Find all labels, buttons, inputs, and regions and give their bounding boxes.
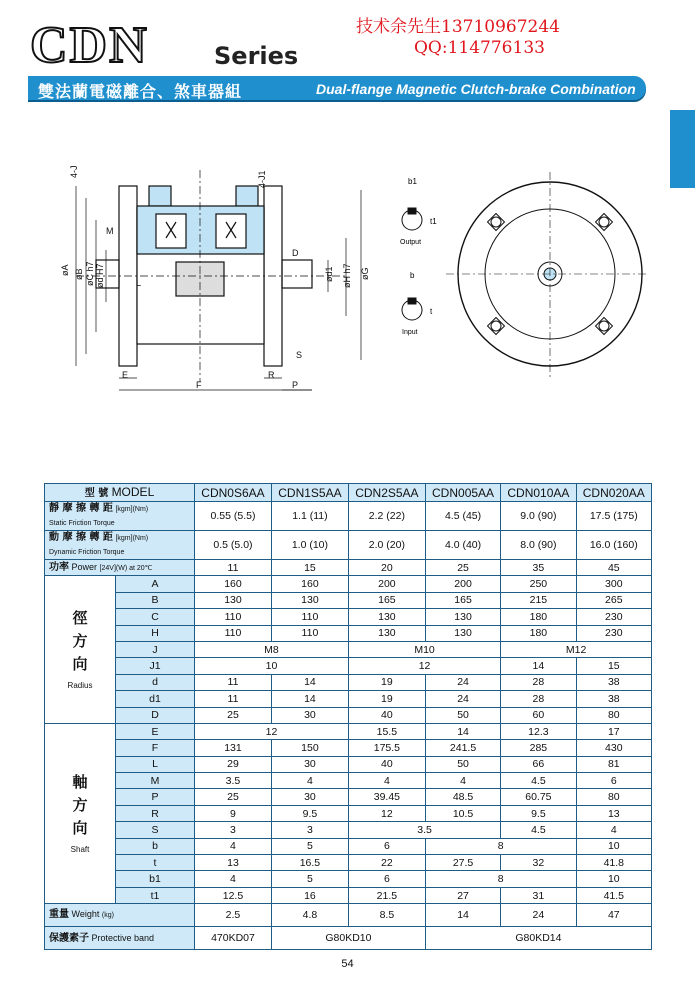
cell: 4 xyxy=(576,822,651,838)
cell: 3.5 xyxy=(195,773,272,789)
cell: 6 xyxy=(348,838,425,854)
cell: 10 xyxy=(576,871,651,887)
cell: 40 xyxy=(348,756,425,772)
dim-label-P: P xyxy=(292,380,299,390)
front-view xyxy=(446,172,646,378)
cell: 12.3 xyxy=(501,723,576,739)
cell: 110 xyxy=(195,625,272,641)
cell: 130 xyxy=(425,625,500,641)
row-key-L: L xyxy=(116,756,195,772)
cell: 4.5 (45) xyxy=(425,502,500,531)
cell: 430 xyxy=(576,740,651,756)
cell: 11 xyxy=(195,560,272,576)
row-key-S: S xyxy=(116,822,195,838)
side-view xyxy=(76,170,346,382)
cell: 15 xyxy=(271,560,348,576)
cell: 10.5 xyxy=(425,805,500,821)
cell: 38 xyxy=(576,674,651,690)
cell: 2.0 (20) xyxy=(348,531,425,560)
row-key-t1: t1 xyxy=(116,887,195,903)
cell: 8 xyxy=(425,871,576,887)
cell: 31 xyxy=(501,887,576,903)
cell: 27 xyxy=(425,887,500,903)
cell: 215 xyxy=(501,592,576,608)
dim-label-L: L xyxy=(136,278,142,288)
power-label: 功率 Power [24V](W) at 20℃ xyxy=(45,560,195,576)
row-key-b1: b1 xyxy=(116,871,195,887)
cell: 6 xyxy=(576,773,651,789)
cell: 4.0 (40) xyxy=(425,531,500,560)
cell: 12 xyxy=(195,723,349,739)
cell: 130 xyxy=(425,609,500,625)
dim-label-S: S xyxy=(296,350,303,360)
model-col-4: CDN005AA xyxy=(425,484,500,502)
cell: 200 xyxy=(348,576,425,592)
cell: 80 xyxy=(576,789,651,805)
cell: 2.2 (22) xyxy=(348,502,425,531)
cell: 30 xyxy=(271,756,348,772)
cell: 3 xyxy=(271,822,348,838)
cell: 110 xyxy=(271,609,348,625)
shaft-group: 軸 方 向 Shaft xyxy=(45,723,116,903)
cell: 14 xyxy=(271,691,348,707)
row-key-F: F xyxy=(116,740,195,756)
cell: 165 xyxy=(348,592,425,608)
cell: 4 xyxy=(348,773,425,789)
cell: 180 xyxy=(501,625,576,641)
cell: 9.5 xyxy=(271,805,348,821)
cell: 11 xyxy=(195,674,272,690)
spec-table xyxy=(44,483,652,950)
cell: 17.5 (175) xyxy=(576,502,651,531)
dim-label-d: ød H7 xyxy=(95,263,105,288)
cell: 50 xyxy=(425,707,500,723)
row-key-t: t xyxy=(116,855,195,871)
page-number: 54 xyxy=(341,958,354,970)
cell: 14 xyxy=(271,674,348,690)
banner-title-zh: 雙法蘭電磁離合、煞車器組 xyxy=(38,82,243,101)
cell: 3.5 xyxy=(348,822,500,838)
cell: 4 xyxy=(195,871,272,887)
cell: 0.5 (5.0) xyxy=(195,531,272,560)
cell: 12 xyxy=(348,658,500,674)
cell: 4.5 xyxy=(501,773,576,789)
cell: 6 xyxy=(348,871,425,887)
cell: 165 xyxy=(425,592,500,608)
cell: 5 xyxy=(271,838,348,854)
dim-label-b: b xyxy=(410,271,415,280)
cell: 130 xyxy=(348,625,425,641)
cell: 14 xyxy=(501,658,576,674)
cell: 60.75 xyxy=(501,789,576,805)
row-key-d1: d1 xyxy=(116,691,195,707)
cell: 15.5 xyxy=(348,723,425,739)
cell: 13 xyxy=(195,855,272,871)
cell: 8.5 xyxy=(348,904,425,927)
dim-label-A: øA xyxy=(60,264,70,276)
cell: 27.5 xyxy=(425,855,500,871)
radius-group: 徑 方 向 Radius xyxy=(45,576,116,724)
row-key-J: J xyxy=(116,641,195,657)
cell: 47 xyxy=(576,904,651,927)
cell: 21.5 xyxy=(348,887,425,903)
row-key-E: E xyxy=(116,723,195,739)
cell: 28 xyxy=(501,691,576,707)
model-col-6: CDN020AA xyxy=(576,484,651,502)
cell: 14 xyxy=(425,904,500,927)
cell: 25 xyxy=(195,707,272,723)
cell: 60 xyxy=(501,707,576,723)
row-key-b: b xyxy=(116,838,195,854)
cell: 241.5 xyxy=(425,740,500,756)
dim-label-F: F xyxy=(196,380,202,390)
row-key-D: D xyxy=(116,707,195,723)
cell: 230 xyxy=(576,609,651,625)
cell: 9 xyxy=(195,805,272,821)
cell: 66 xyxy=(501,756,576,772)
cell: 19 xyxy=(348,674,425,690)
cell: 80 xyxy=(576,707,651,723)
cell: M12 xyxy=(501,641,652,657)
cell: 110 xyxy=(271,625,348,641)
cell: 28 xyxy=(501,674,576,690)
cell: 4 xyxy=(271,773,348,789)
cell: 3 xyxy=(195,822,272,838)
cell: 29 xyxy=(195,756,272,772)
cell: 150 xyxy=(271,740,348,756)
cell: 4.8 xyxy=(271,904,348,927)
dim-label-4J: 4-J xyxy=(69,165,79,178)
cell: 38 xyxy=(576,691,651,707)
cell: 4 xyxy=(425,773,500,789)
row-key-d: d xyxy=(116,674,195,690)
cell: 9.5 xyxy=(501,805,576,821)
static-torque-label: 靜 摩 擦 轉 距 [kgm](Nm) Static Friction Torque xyxy=(45,502,195,531)
cell: 10 xyxy=(195,658,349,674)
cell: 39.45 xyxy=(348,789,425,805)
cell: 25 xyxy=(195,789,272,805)
cell: 110 xyxy=(195,609,272,625)
model-col-3: CDN2S5AA xyxy=(348,484,425,502)
row-key-H: H xyxy=(116,625,195,641)
cell: 19 xyxy=(348,691,425,707)
dim-label-b1: b1 xyxy=(408,177,417,186)
cell: 10 xyxy=(576,838,651,854)
cell: 4.5 xyxy=(501,822,576,838)
cell: 16 xyxy=(271,887,348,903)
cell: 25 xyxy=(425,560,500,576)
row-key-A: A xyxy=(116,576,195,592)
cell: 16.0 (160) xyxy=(576,531,651,560)
output-label: Output xyxy=(400,239,422,246)
cell: 17 xyxy=(576,723,651,739)
cell: 12 xyxy=(348,805,425,821)
dim-label-B: øB xyxy=(74,268,84,280)
cell: 4 xyxy=(195,838,272,854)
cell: 20 xyxy=(348,560,425,576)
cell: 180 xyxy=(501,609,576,625)
cell: 15 xyxy=(576,658,651,674)
dim-label-G: øG xyxy=(360,267,370,280)
side-tab xyxy=(670,110,695,188)
cell: 285 xyxy=(501,740,576,756)
dim-label-H: øH h7 xyxy=(342,263,352,288)
dim-label-M: M xyxy=(106,226,114,236)
cell: 22 xyxy=(348,855,425,871)
series-label: Series xyxy=(214,42,299,70)
cell: 12.5 xyxy=(195,887,272,903)
model-header: 型 號 MODEL xyxy=(45,484,195,502)
cell: 40 xyxy=(348,707,425,723)
contact-qq: QQ:114776133 xyxy=(414,38,545,58)
cell: 35 xyxy=(501,560,576,576)
cell: 13 xyxy=(576,805,651,821)
cell: 250 xyxy=(501,576,576,592)
cell: 32 xyxy=(501,855,576,871)
cell: 130 xyxy=(195,592,272,608)
dim-label-d1: ød1 xyxy=(324,266,334,282)
cell: 24 xyxy=(501,904,576,927)
cell: 200 xyxy=(425,576,500,592)
weight-label: 重量 Weight (kg) xyxy=(45,904,195,927)
row-key-C: C xyxy=(116,609,195,625)
cell: 50 xyxy=(425,756,500,772)
cell: M10 xyxy=(348,641,500,657)
dim-label-D: D xyxy=(292,248,299,258)
band-label: 保護素子 Protective band xyxy=(45,927,195,950)
cell: 1.1 (11) xyxy=(271,502,348,531)
row-key-R: R xyxy=(116,805,195,821)
dim-label-4J1: 4-J1 xyxy=(257,170,267,188)
cell: 16.5 xyxy=(271,855,348,871)
dim-label-t: t xyxy=(430,307,433,316)
model-col-2: CDN1S5AA xyxy=(271,484,348,502)
dim-label-R: R xyxy=(268,370,275,380)
cell: 41.8 xyxy=(576,855,651,871)
model-col-5: CDN010AA xyxy=(501,484,576,502)
cell: 265 xyxy=(576,592,651,608)
cell: 24 xyxy=(425,691,500,707)
cell: G80KD10 xyxy=(271,927,425,950)
cell: 30 xyxy=(271,789,348,805)
cell: 24 xyxy=(425,674,500,690)
cell: 1.0 (10) xyxy=(271,531,348,560)
cell: 300 xyxy=(576,576,651,592)
dim-label-C: øC h7 xyxy=(85,261,95,286)
cell: M8 xyxy=(195,641,349,657)
cell: 160 xyxy=(195,576,272,592)
cell: 230 xyxy=(576,625,651,641)
cell: 9.0 (90) xyxy=(501,502,576,531)
dim-label-t1: t1 xyxy=(430,217,437,226)
cell: 5 xyxy=(271,871,348,887)
row-key-P: P xyxy=(116,789,195,805)
input-label: Input xyxy=(402,329,418,336)
contact-phone: 技术余先生13710967244 xyxy=(356,17,560,37)
cell: 30 xyxy=(271,707,348,723)
cell: 0.55 (5.5) xyxy=(195,502,272,531)
technical-drawing xyxy=(56,150,646,405)
cell: 11 xyxy=(195,691,272,707)
row-key-J1: J1 xyxy=(116,658,195,674)
cell: 2.5 xyxy=(195,904,272,927)
cell: 14 xyxy=(425,723,500,739)
row-key-B: B xyxy=(116,592,195,608)
cell: 130 xyxy=(271,592,348,608)
cell: 470KD07 xyxy=(195,927,272,950)
cell: 160 xyxy=(271,576,348,592)
dynamic-torque-label: 動 摩 擦 轉 距 [kgm](Nm) Dynamic Friction Torque xyxy=(45,531,195,560)
banner-title-en: Dual-flange Magnetic Clutch-brake Combination xyxy=(316,81,636,97)
cell: 8 xyxy=(425,838,576,854)
cell: 131 xyxy=(195,740,272,756)
cell: 130 xyxy=(348,609,425,625)
dim-label-E: E xyxy=(122,370,129,380)
row-key-M: M xyxy=(116,773,195,789)
cell: 8.0 (90) xyxy=(501,531,576,560)
cell: 175.5 xyxy=(348,740,425,756)
cell: G80KD14 xyxy=(425,927,651,950)
cell: 45 xyxy=(576,560,651,576)
logo: CDN xyxy=(30,17,149,74)
cell: 81 xyxy=(576,756,651,772)
cell: 48.5 xyxy=(425,789,500,805)
cell: 41.5 xyxy=(576,887,651,903)
model-col-1: CDN0S6AA xyxy=(195,484,272,502)
